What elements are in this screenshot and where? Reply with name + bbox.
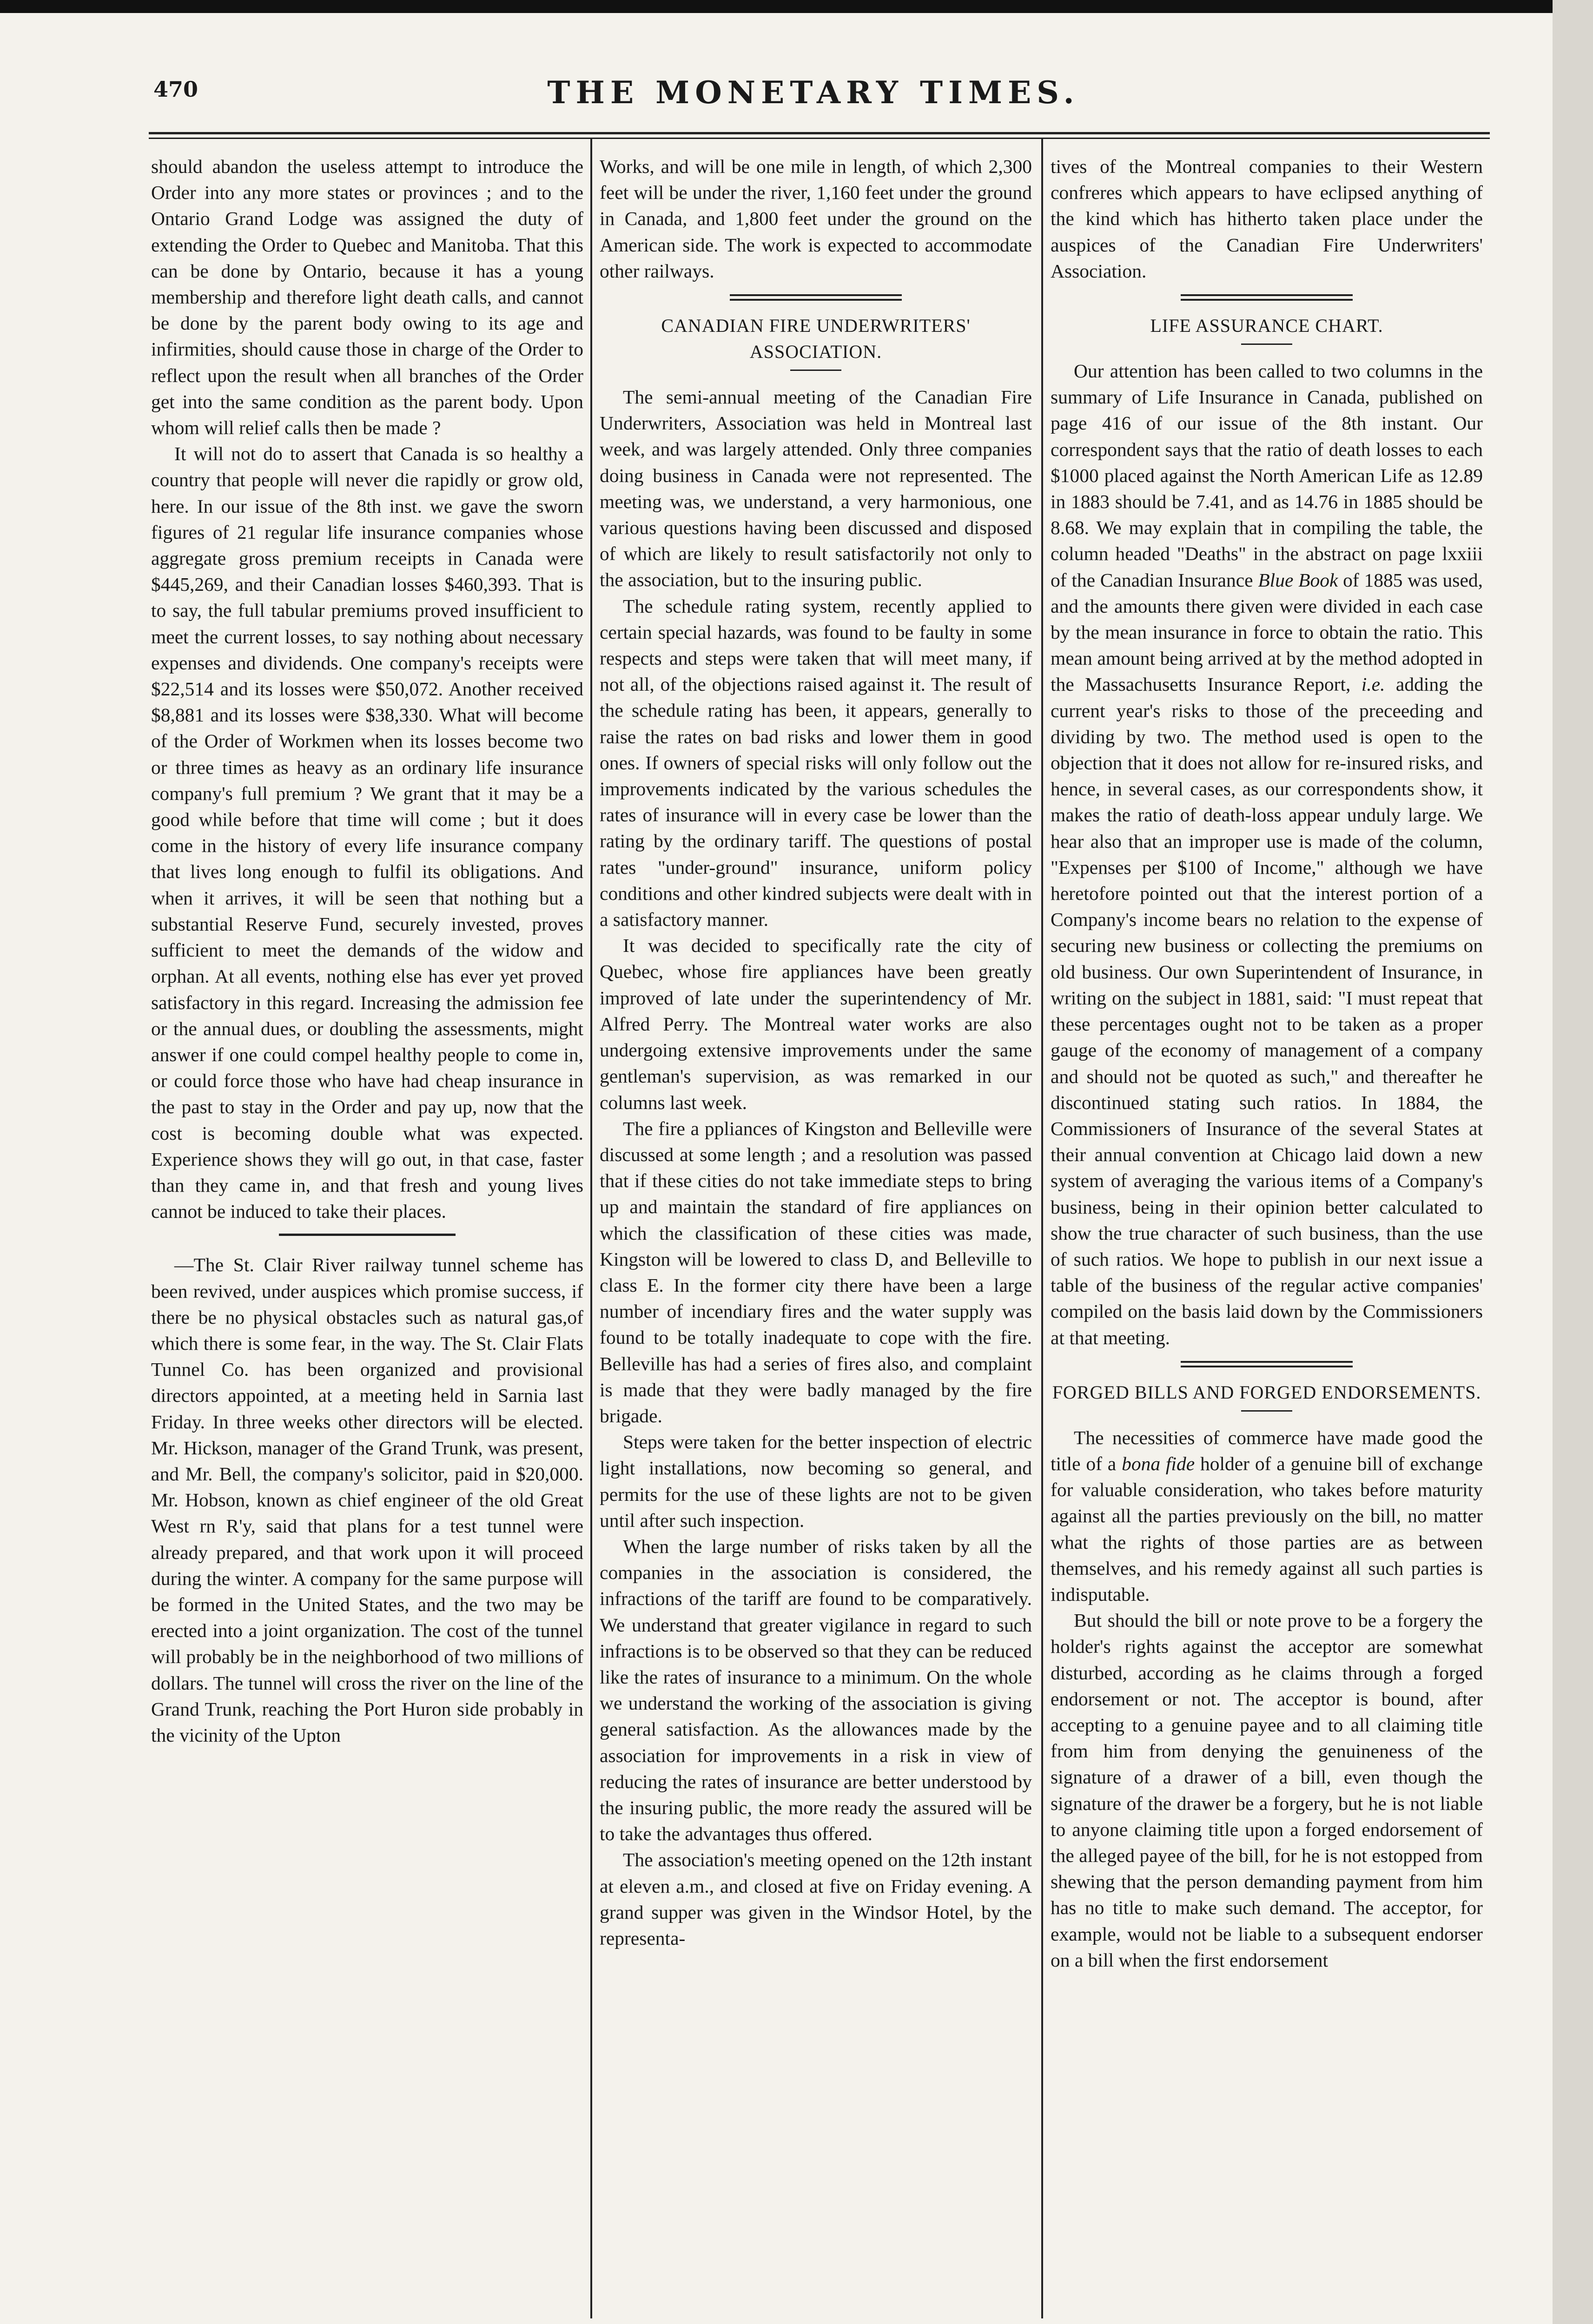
section-divider	[1181, 1361, 1353, 1367]
headline-life-assurance-chart: LIFE ASSURANCE CHART.	[1150, 315, 1383, 337]
headline-forged-bills: FORGED BILLS AND FORGED ENDORSEMENTS.	[1052, 1381, 1481, 1403]
col2-paragraph-2: The semi-annual meeting of the Canadian Fire Underwriters, Association was held in Montreal last week, and was largely attended. Only three companies doing business in Canada were not represented. The meeting was, we understand, a very harmonious, one various questions having been discussed and disposed of which are likely to result satisfactorily not only to the association, but to the insuring public.	[600, 386, 1032, 591]
column-divider-2	[1041, 139, 1043, 2318]
header-rule-bottom	[149, 138, 1490, 139]
column-divider-1	[590, 139, 592, 2318]
col2-paragraph-5: The fire a ppliances of Kingston and Belleville were discussed at some length ; and a resolution was passed that if these cities do not take immediate steps to bring up and maintain the standard of fire appliances on which the classification of these cities was made, Kingston will be lowered to class D, and Belleville to class E. In the former city there have been a large number of incendiary fires and the water supply was found to be totally inadequate to cope with the fire. Belleville has had a series of fires also, and complaint is made that they were badly managed by the fire brigade.	[600, 1117, 1032, 1426]
column-3	[1051, 153, 1483, 2319]
col2-paragraph-8: The association's meeting opened on the 12th instant at eleven a.m., and closed at five on Friday evening. A grand supper was given in the Windsor Hotel, by the representa-	[600, 1849, 1032, 1949]
col2-paragraph-4: It was decided to specifically rate the city of Quebec, whose fire appliances have been greatly improved of late under the superintendency of Mr. Alfred Perry. The Montreal water works are also undergoing extensive improvements under the same gentleman's supervision, as was remarked in our columns last week.	[600, 935, 1032, 1113]
col1-paragraph-3: —The St. Clair River railway tunnel scheme has been revived, under auspices which promise success, if there be no physical obstacles such as natural gas,of which there is some fear, in the way. The St. Clair Flats Tunnel Co. has been organized and provisional directors appointed, at a meeting held in Sarnia last Friday. In three weeks other directors will be elected. Mr. Hickson, manager of the Grand Trunk, was present, and Mr. Bell, the company's solicitor, paid in $20,000. Mr. Hobson, known as chief engineer of the old Great West rn R'y, said that plans for a test tunnel were already prepared, and that work upon it will proceed during the winter. A company for the same purpose will be formed in the United States, and the two may be erected into a joint organization. The cost of the tunnel will probably be in the neighborhood of two millions of dollars. The tunnel will cross the river on the line of the Grand Trunk, reaching the Port Huron side probably in the vicinity of the Upton	[151, 1254, 583, 1746]
header-rule-top	[149, 132, 1490, 134]
col3-paragraph-3: The necessities of commerce have made good the title of a bona fide holder of a genuine bill of exchange for valuable consideration, who takes before maturity against all the parties previously on the bill, no matter what the rights of those parties are as between themselves, and his remedy against all such parties is indisputable.	[1051, 1426, 1483, 1605]
section-divider	[1181, 294, 1353, 301]
headline-underline	[1241, 1410, 1292, 1412]
col3-paragraph-1: tives of the Montreal companies to their Western confreres which appears to have eclipsed anything of the kind which has hitherto taken place under the auspices of the Canadian Fire Underwriters' Association.	[1051, 156, 1483, 282]
scan-top-border	[0, 0, 1593, 13]
col2-paragraph-3: The schedule rating system, recently applied to certain special hazards, was found to be faulty in some respects and steps were taken that will meet many, if not all, of the objections raised against it. The result of the schedule rating has been, it appears, generally to raise the rates on bad risks and lower them in good ones. If owners of special risks will only follow out the improvements indicated by the various schedules the rates of insurance will in every case be lower than the rating by the ordinary tariff. The questions of postal rates "under-ground" insurance, uniform policy conditions and other kindred subjects were dealt with in a satisfactory manner.	[600, 595, 1032, 931]
headline-underline	[790, 370, 841, 371]
section-divider	[279, 1234, 456, 1236]
col3-paragraph-4: But should the bill or note prove to be a forgery the holder's rights against the acceptor are somewhat disturbed, according as he claims through a forged endorsement or not. The acceptor is bound, after accepting to a genuine payee and to all claiming title from him from denying the genuineness of the signature of a drawer of a bill, even though the signature of the drawer be a forgery, but he is not liable to anyone claiming title upon a forged endorsement of the alleged payee of the bill, for he is not estopped from shewing that the person demanding payment from him has no title to make such demand. The acceptor, for example, would not be liable to a subsequent endorser on a bill when the first endorsement	[1051, 1610, 1483, 1971]
col1-paragraph-1: should abandon the useless attempt to introduce the Order into any more states or provinces ; and to the Ontario Grand Lodge was assigned the duty of extending the Order to Quebec and Manitoba. That this can be done by Ontario, because it has a young membership and therefore light death calls, and cannot be done by the parent body owing to its age and infirmities, should cause those in charge of the Order to reflect upon the result when all branches of the Order get into the same condition as the parent body. Upon whom will relief calls then be made ?	[151, 156, 583, 439]
page-number: 470	[153, 77, 198, 102]
col2-paragraph-6: Steps were taken for the better inspection of electric light installations, now becoming so general, and permits for the use of these lights are not to be given until after such inspection.	[600, 1431, 1032, 1531]
masthead-title: THE MONETARY TIMES.	[547, 74, 1080, 111]
col1-paragraph-2: It will not do to assert that Canada is so healthy a country that people will never die rapidly or grow old, here. In our issue of the 8th inst. we gave the sworn figures of 21 regular life insurance companies whose aggregate gross premium receipts in Canada were $445,269, and their Canadian losses $460,393. That is to say, the full tabular premiums proved insufficient to meet the current losses, to say nothing about necessary expenses and dividends. One company's receipts were $22,514 and its losses were $50,072. Another received $8,881 and its losses were $38,330. What will become of the Order of Workmen when its losses become two or three times as heavy as an ordinary life insurance company's full premium ? We grant that it may be a good while before that time will come ; but it does come in the history of every life insurance company that lives long enough to fulfil its obligations. And when it arrives, it will be seen that nothing but a substantial Reserve Fund, securely invested, proves sufficient to meet the demands of the widow and orphan. At all events, nothing else has ever yet proved satisfactory in this regard. Increasing the admission fee or the annual dues, or doubling the assessments, might answer if one could compel healthy people to come in, or could force those who have had cheap insurance in the past to stay in the Order and pay up, now that the cost is becoming double what was expected. Experience shows they will go out, in that case, faster than they came in, and that fresh and young lives cannot be induced to take their places.	[151, 443, 583, 1222]
col2-paragraph-1: Works, and will be one mile in length, of which 2,300 feet will be under the river, 1,160 feet under the ground in Canada, and 1,800 feet under the ground on the American side. The work is expected to accommodate other railways.	[600, 156, 1032, 282]
col3-paragraph-2: Our attention has been called to two columns in the summary of Life Insurance in Canada, published on page 416 of our issue of the 8th instant. Our correspondent says that the ratio of death losses to each $1000 placed against the North American Life as 12.89 in 1883 should be 7.41, and as 14.76 in 1885 should be 8.68. We may explain that in compiling the table, the column headed "Deaths" in the abstract on page lxxiii of the Canadian Insurance Blue Book of 1885 was used, and the amounts there given were divided in each case by the mean insurance in force to obtain the ratio. This mean amount being arrived at by the method adopted in the Massachusetts Insurance Report, i.e. adding the current year's risks to those of the preceeding and dividing by two. The method used is open to the objection that it does not allow for re-insured risks, and hence, in several cases, as our correspondents show, it makes the ratio of death-loss appear unduly large. We hear also that an improper use is made of the column, "Expenses per $100 of Income," although we have heretofore pointed out that the interest portion of a Company's income bears no relation to the expense of securing new business or collecting the premiums on old business. Our own Superintendent of Insurance, in writing on the subject in 1881, said: "I must repeat that these percentages ought not to be taken as a proper gauge of the economy of management of a company and should not be quoted as such," and thereafter he discontinued stating such ratios. In 1884, the Commissioners of Insurance of the several States at their annual convention at Chicago laid down a new system of averaging the various items of a Company's business, being in their opinion better calculated to show the true character of such business, than the use of such ratios. We hope to publish in our next issue a table of the business of the regular active companies' compiled on the basis laid down by the Commissioners at that meeting.	[1051, 360, 1483, 1348]
section-divider	[730, 294, 902, 301]
column-1	[151, 153, 583, 2319]
column-2	[600, 153, 1032, 2319]
headline-underline	[1241, 343, 1292, 345]
col2-paragraph-7: When the large number of risks taken by all the companies in the association is considered, the infractions of the tariff are found to be comparatively. We understand that greater vigilance in regard to such infractions is to be observed so that they can be reduced like the rates of insurance to a minimum. On the whole we understand the working of the association is giving general satisfaction. As the allowances made by the association for improvements in a risk in view of reducing the rates of insurance are better understood by the insuring public, the more ready the assured will be to take the advantages thus offered.	[600, 1535, 1032, 1845]
page-edge-margin	[1553, 0, 1593, 2324]
headline-canadian-fire-underwriters: CANADIAN FIRE UNDERWRITERS' ASSOCIATION.	[661, 315, 971, 363]
